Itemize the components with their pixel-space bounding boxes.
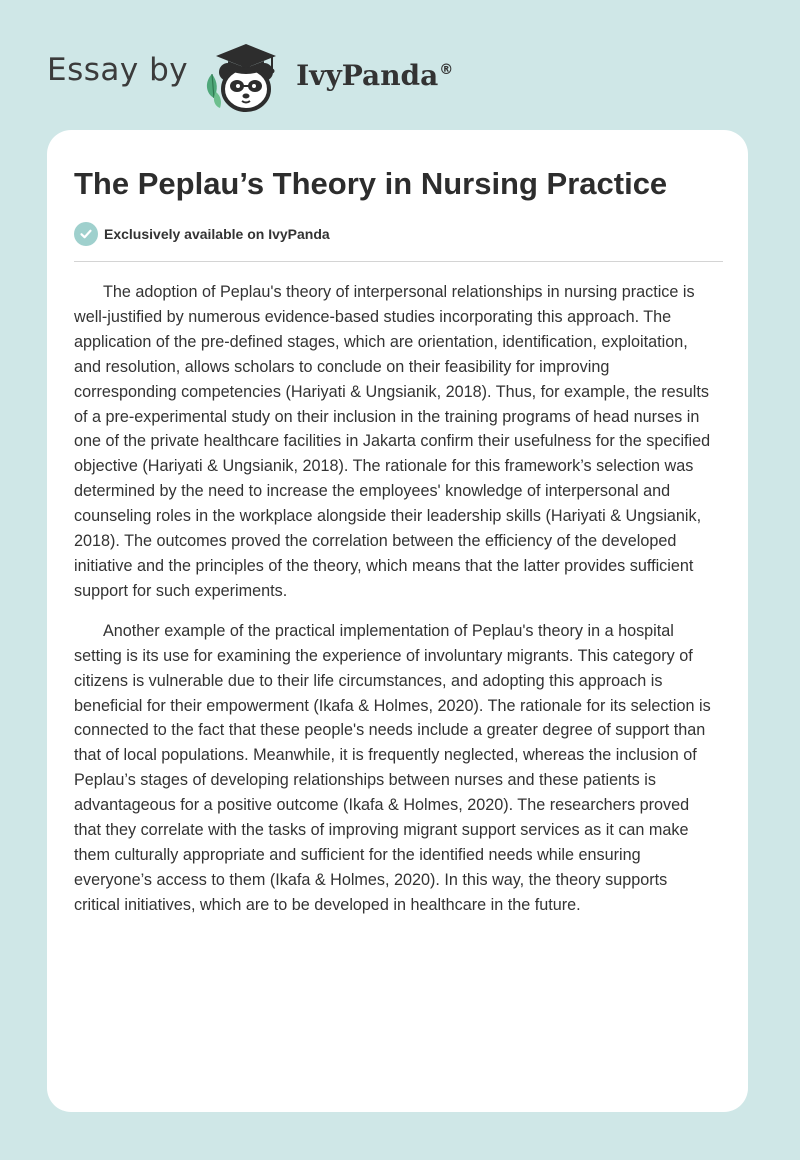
badge-text: Exclusively available on IvyPanda (104, 226, 330, 242)
site-header (47, 34, 453, 114)
essay-body (74, 280, 714, 933)
divider (74, 261, 723, 262)
registered-mark: ® (439, 62, 454, 79)
brand-prefix: Essay by (47, 52, 189, 88)
panda-graduate-icon (202, 34, 290, 114)
essay-card (47, 130, 748, 1112)
essay-paragraph-1: The adoption of Peplau's theory of interpersonal relationships in nursing practice is well-justified by numerous evidence-based studies incorporating this approach. The application of the pre-defined stages, which are orientation, identification, exploitation, and resolution, allows scholars to conclude on their feasibility for improving corresponding competencies (Hariyati & Ungsianik, 2018). Thus, for example, the results of a pre-experimental study on their inclusion in the training programs of head nurses in one of the private healthcare facilities in Jakarta confirm their usefulness for the specified objective (Hariyati & Ungsianik, 2018). The rationale for this framework’s selection was determined by the need to increase the employees' knowledge of interpersonal and counseling roles in the workplace alongside their leadership skills (Hariyati & Ungsianik, 2018). The outcomes proved the correlation between the efficiency of the developed initiative and the principles of the theory, which means that the latter provides sufficient support for such experiments. (74, 283, 711, 600)
brand-name: IvyPanda® (296, 58, 454, 92)
essay-title: The Peplau’s Theory in Nursing Practice (74, 166, 668, 201)
check-circle-icon (74, 222, 98, 246)
essay-paragraph-2: Another example of the practical implementation of Peplau's theory in a hospital setting is its use for examining the experience of involuntary migrants. This category of citizens is vulnerable due to their life circumstances, and adopting this approach is beneficial for their empowerment (Ikafa & Holmes, 2020). The rationale for its selection is connected to the fact that these people's needs include a greater degree of support than that of local populations. Meanwhile, it is frequently neglected, whereas the inclusion of Peplau’s stages of developing relationships between nurses and these patients is advantageous for a positive outcome (Ikafa & Holmes, 2020). The researchers proved that they correlate with the tasks of improving migrant support services as it can make them culturally appropriate and sufficient for the identified needs while ensuring everyone’s access to them (Ikafa & Holmes, 2020). In this way, the theory supports critical initiatives, which are to be developed in healthcare in the future. (74, 621, 711, 914)
exclusive-badge (74, 222, 330, 246)
